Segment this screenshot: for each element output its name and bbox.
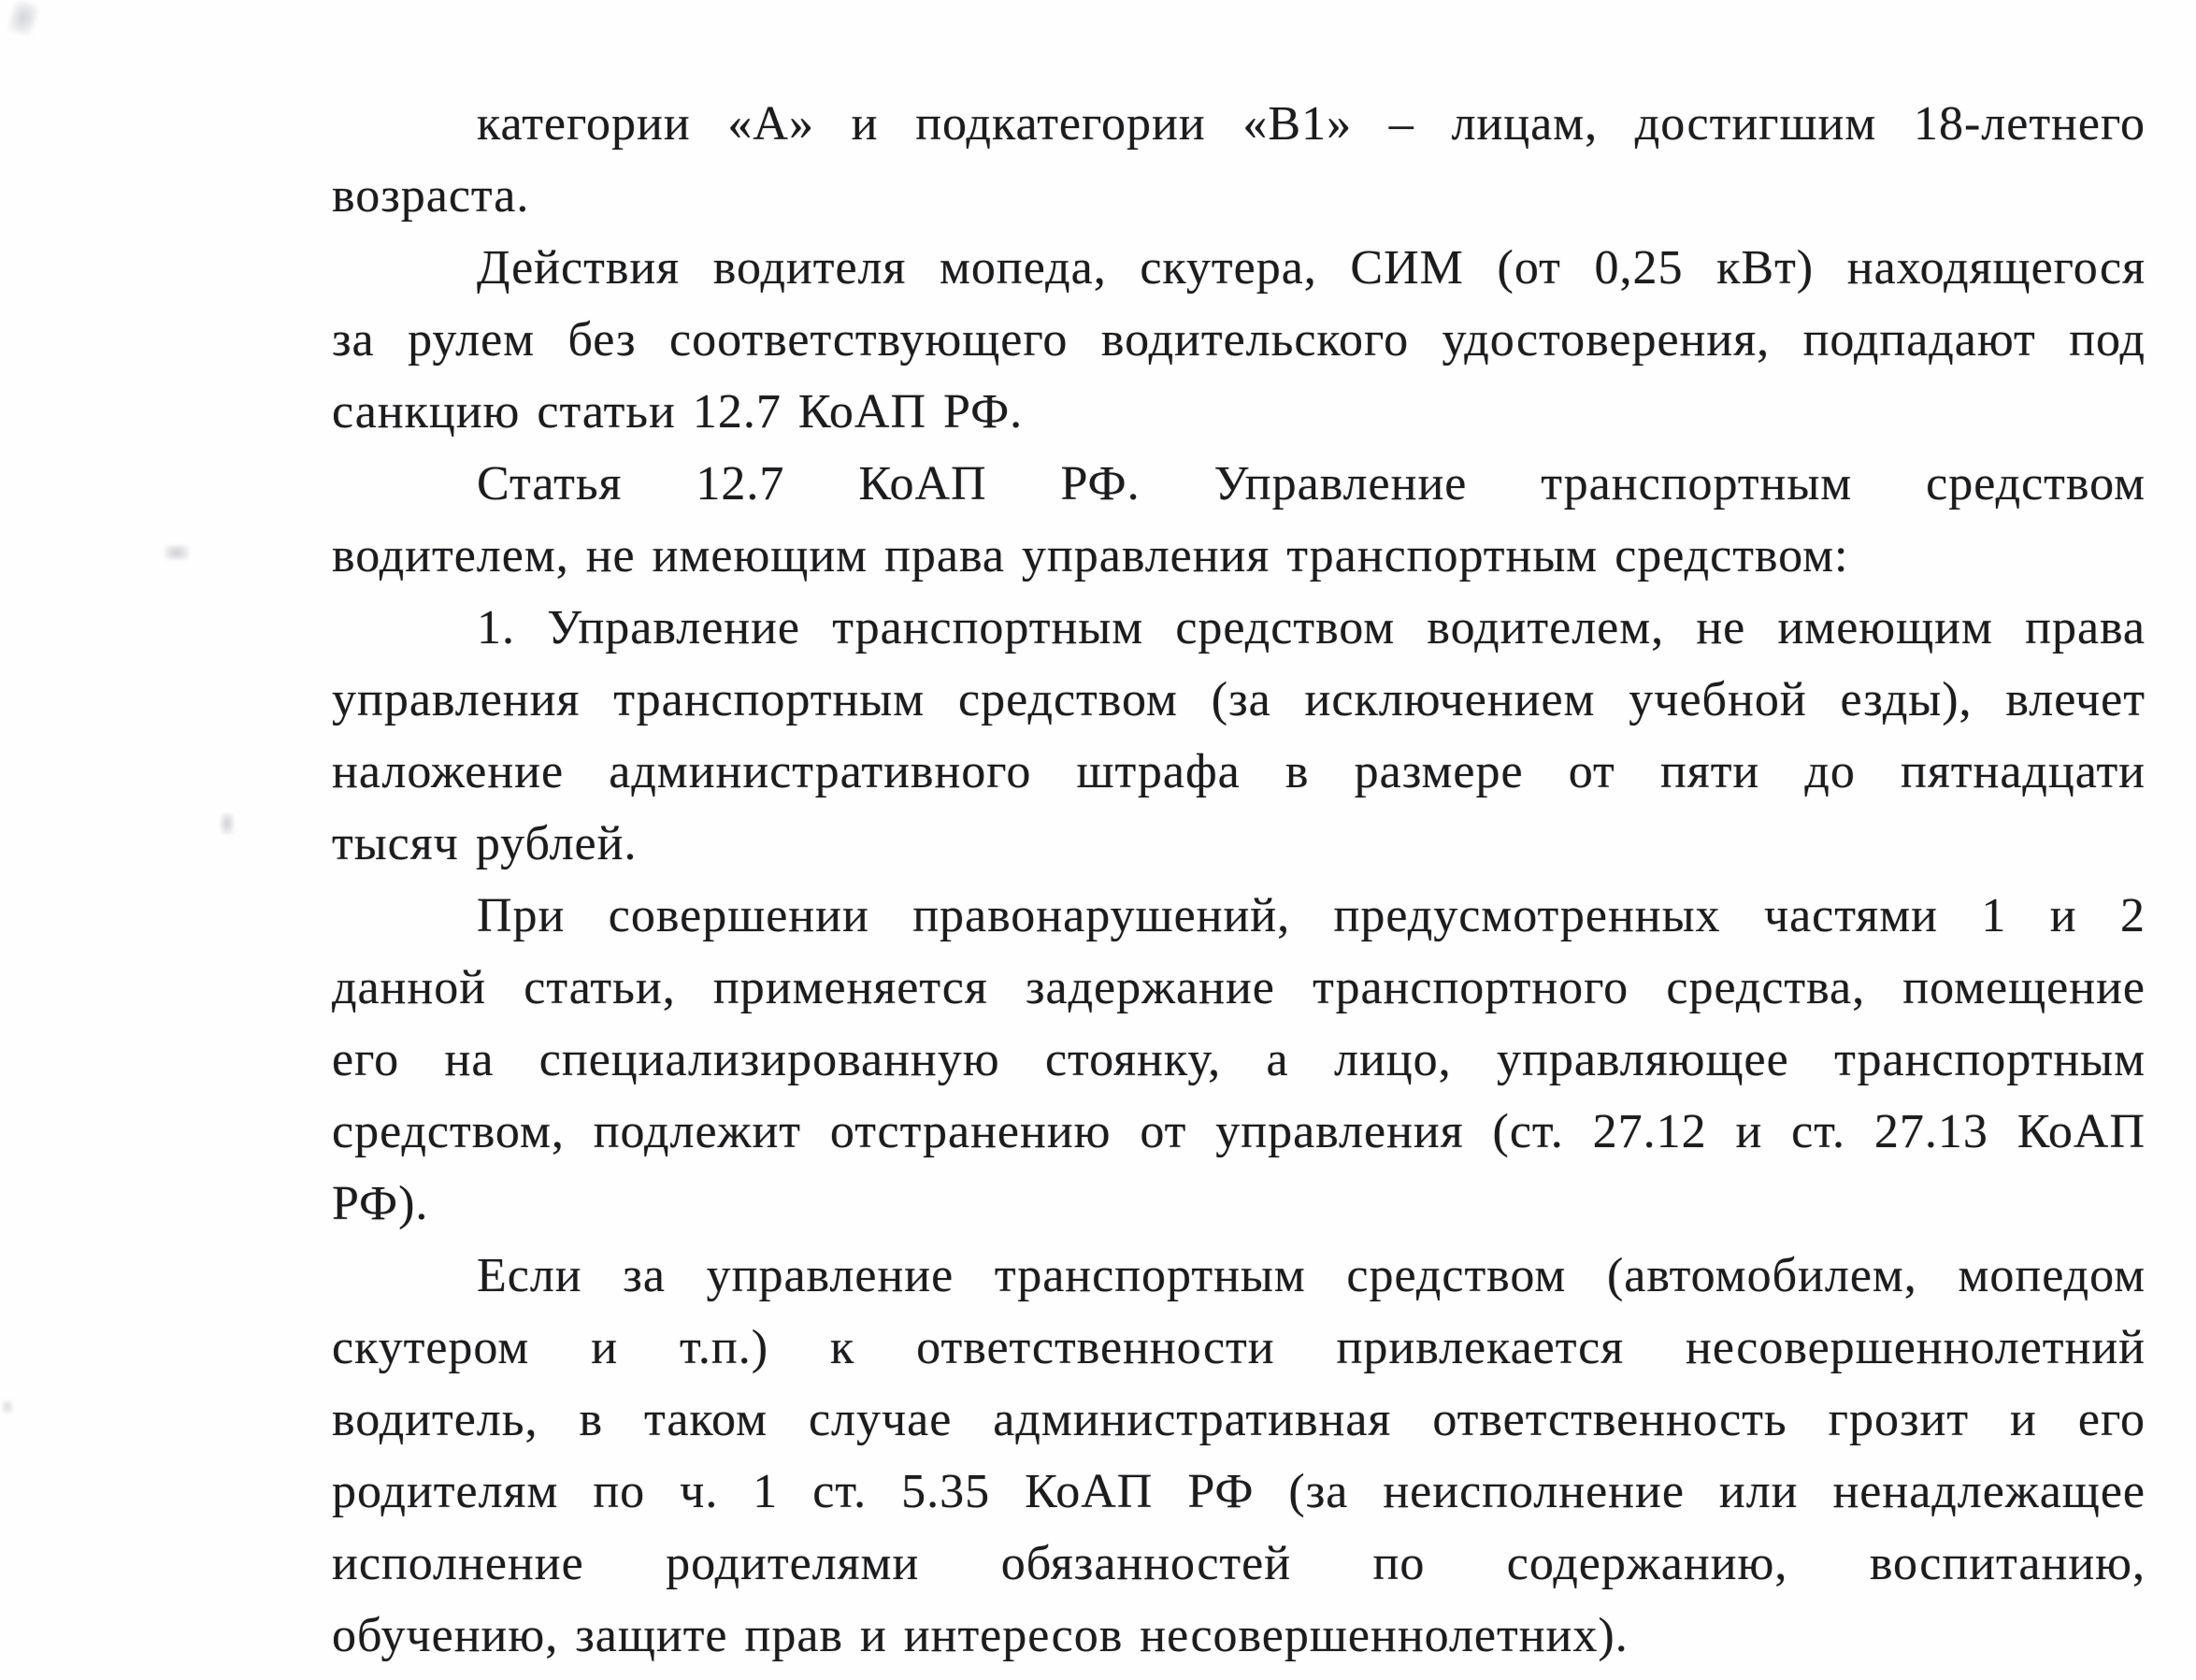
paragraph <box>332 232 2146 448</box>
text-line: тысяч рублей. <box>332 817 638 870</box>
text-line: его на специализированную стоянку, а лицо, управляющее транспортным <box>332 1033 2146 1086</box>
text-line: средством, подлежит отстранению от управления (ст. 27.12 и ст. 27.13 КоАП <box>332 1105 2146 1158</box>
text-line: Статья 12.7 КоАП РФ. Управление транспортным средством <box>477 457 2146 510</box>
text-line: наложение административного штрафа в размере от пяти до пятнадцати <box>332 745 2146 798</box>
text-line: При совершении правонарушений, предусмотренных частями 1 и 2 <box>477 889 2146 942</box>
text-line: родителям по ч. 1 ст. 5.35 КоАП РФ (за неисполнение или ненадлежащее <box>332 1465 2146 1518</box>
text-block <box>332 88 2146 1672</box>
text-line: РФ). <box>332 1177 429 1230</box>
text-line: санкцию статьи 12.7 КоАП РФ. <box>332 385 1024 438</box>
text-line: 1. Управление транспортным средством водителем, не имеющим права <box>477 601 2146 654</box>
text-line: водитель, в таком случае административная ответственность грозит и его <box>332 1393 2146 1446</box>
text-line: управления транспортным средством (за исключением учебной езды), влечет <box>332 673 2146 726</box>
paragraph <box>332 592 2146 880</box>
text-line: категории «А» и подкатегории «В1» – лицам, достигшим 18-летнего <box>477 97 2146 151</box>
text-line: водителем, не имеющим права управления транспортным средством: <box>332 529 1849 582</box>
text-line: Действия водителя мопеда, скутера, СИМ (от 0,25 кВт) находящегося <box>477 241 2146 294</box>
paragraph <box>332 1240 2146 1672</box>
text-line: исполнение родителями обязанностей по содержанию, воспитанию, <box>332 1537 2146 1590</box>
text-line: Если за управление транспортным средством (автомобилем, мопедом <box>477 1249 2146 1302</box>
paragraph <box>332 880 2146 1240</box>
text-line: обучению, защите прав и интересов несовершеннолетних). <box>332 1609 1629 1662</box>
scan-smudge-artifact <box>221 813 234 834</box>
text-line: за рулем без соответствующего водительского удостоверения, подпадают под <box>332 313 2146 366</box>
text-line: возраста. <box>332 169 530 223</box>
scan-smudge-artifact <box>7 0 39 36</box>
text-line: данной статьи, применяется задержание транспортного средства, помещение <box>332 961 2146 1014</box>
scan-smudge-artifact <box>165 545 189 560</box>
paragraph <box>332 448 2146 592</box>
text-line: скутером и т.п.) к ответственности привлекается несовершеннолетний <box>332 1321 2146 1374</box>
scan-smudge-artifact <box>2 1400 13 1414</box>
paragraph <box>332 88 2146 232</box>
